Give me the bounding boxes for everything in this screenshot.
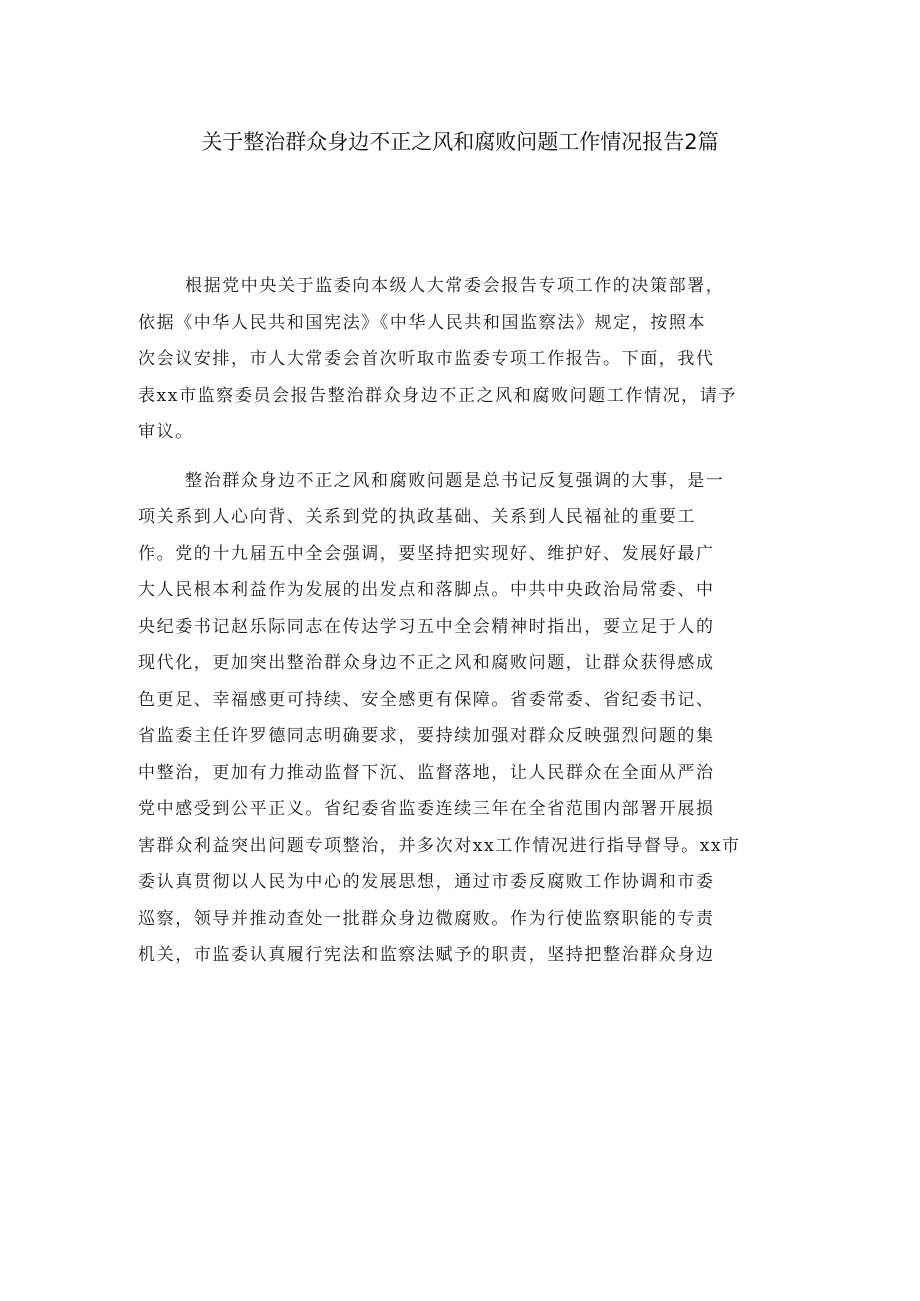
text-line: 依据《中华人民共和国宪法》《中华人民共和国监察法》规定，按照本 [138,312,707,333]
text-line: 整治群众身边不正之风和腐败问题是总书记反复强调的大事，是一 [185,470,725,491]
text-line: 大人民根本利益作为发展的出发点和落脚点。中共中央政治局常委、中 [138,580,715,600]
text-line: 审议。 [138,422,194,442]
paragraph-1 [138,268,778,451]
text-line: 项关系到人心向背、关系到党的执政基础、关系到人民福祉的重要工 [138,507,696,527]
paragraph-2 [138,463,778,974]
text-line: 中整治，更加有力推动监督下沉、监督落地，让人民群众在全面从严治 [138,762,715,783]
text-line: 委认真贯彻以人民为中心的发展思想，通过市委反腐败工作协调和市委 [138,872,715,892]
text-line: 现代化，更加突出整治群众身边不正之风和腐败问题，让群众获得感成 [138,653,715,673]
document-title: 关于整治群众身边不正之风和腐败问题工作情况报告2篇 [201,130,719,154]
text-line: 次会议安排，市人大常委会首次听取市监委专项工作报告。下面，我代 [138,349,715,369]
text-line: 色更足、幸福感更可持续、安全感更有保障。省委常委、省纪委书记、 [138,689,715,710]
text-line: 央纪委书记赵乐际同志在传达学习五中全会精神时指出，要立足于人的 [138,616,715,637]
text-line: 机关，市监委认真履行宪法和监察法赋予的职责，坚持把整治群众身边 [138,945,715,965]
text-line: 党中感受到公平正义。省纪委省监委连续三年在全省范围内部署开展损 [138,799,715,819]
document-body [138,268,778,986]
text-line: 省监委主任许罗德同志明确要求，要持续加强对群众反映强烈问题的集 [138,726,715,746]
text-line: 作。党的十九届五中全会强调，要坚持把实现好、维护好、发展好最广 [138,543,715,564]
text-line: 表xx市监察委员会报告整治群众身边不正之风和腐败问题工作情况，请予 [138,385,737,406]
text-line: 根据党中央关于监委向本级人大常委会报告专项工作的决策部署， [185,276,725,296]
text-line: 巡察，领导并推动查处一批群众身边微腐败。作为行使监察职能的专责 [138,908,715,929]
text-line: 害群众利益突出问题专项整治，并多次对xx工作情况进行指导督导。xx市 [138,835,741,856]
